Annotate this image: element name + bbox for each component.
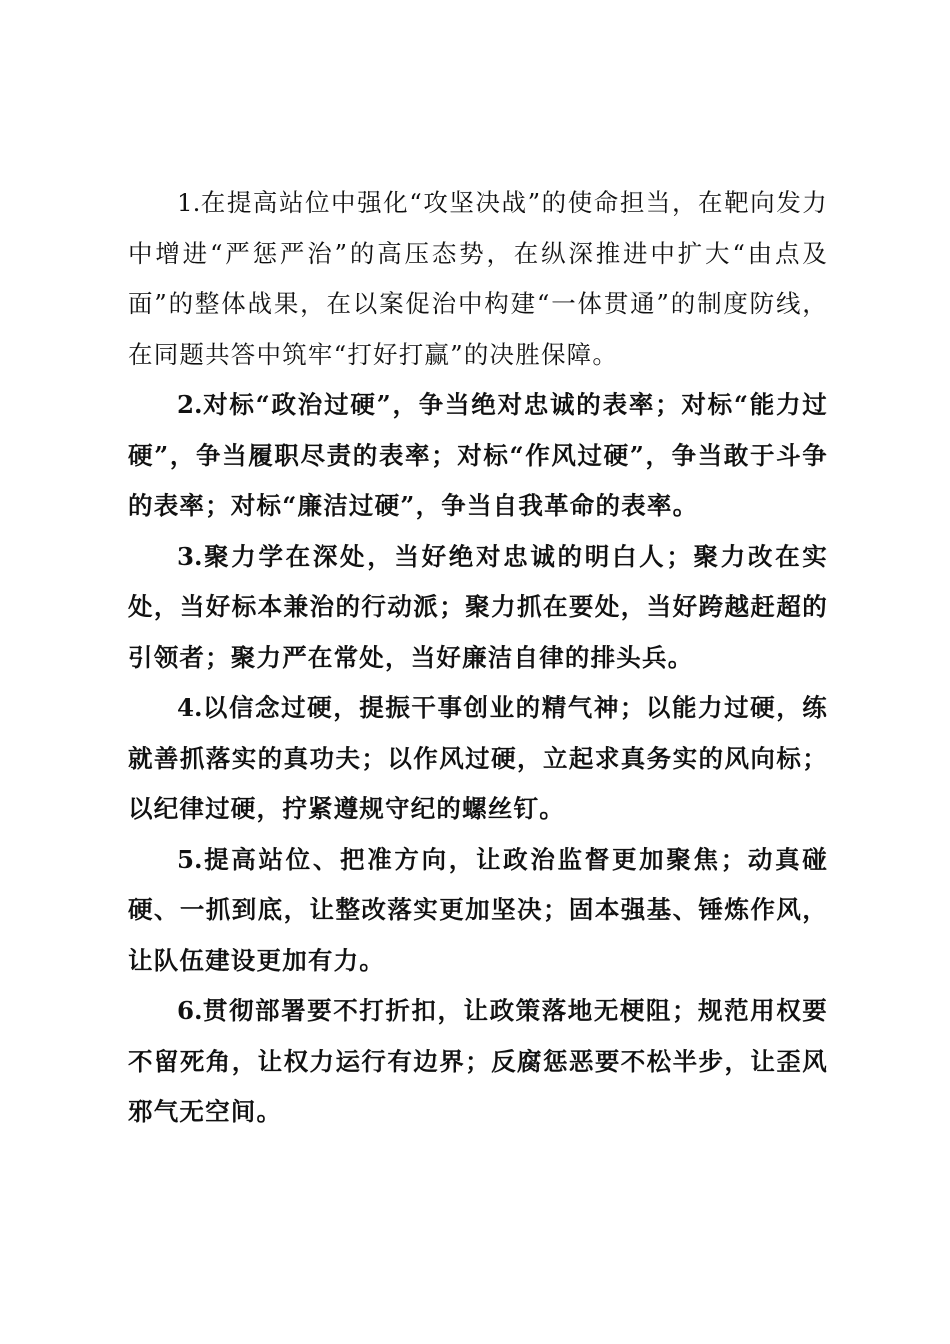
paragraph-text: 聚力学在深处，当好绝对忠诚的明白人；聚力改在实处，当好标本兼治的行动派；聚力抓在要处，当好跨越赶超的引领者；聚力严在常处，当好廉洁自律的排头兵。 <box>128 541 828 672</box>
paragraph-number: 1. <box>177 188 201 217</box>
paragraph-3 <box>128 532 828 684</box>
paragraph-6 <box>128 986 828 1138</box>
paragraph-number: 2. <box>177 390 203 419</box>
paragraph-text: 贯彻部署要不打折扣，让政策落地无梗阻；规范用权要不留死角，让权力运行有边界；反腐惩恶要不松半步，让歪风邪气无空间。 <box>128 996 828 1126</box>
paragraph-4 <box>128 683 828 835</box>
paragraph-number: 4. <box>177 693 203 722</box>
paragraph-number: 6. <box>177 996 203 1025</box>
paragraph-text: 对标“政治过硬”，争当绝对忠诚的表率；对标“能力过硬”，争当履职尽责的表率；对标“作风过硬”，争当敢于斗争的表率；对标“廉洁过硬”，争当自我革命的表率。 <box>128 390 828 520</box>
paragraph-text: 提高站位、把准方向，让政治监督更加聚焦；动真碰硬、一抓到底，让整改落实更加坚决；固本强基、锤炼作风，让队伍建设更加有力。 <box>128 844 828 975</box>
paragraph-2 <box>128 380 828 532</box>
paragraph-text: 以信念过硬，提振干事创业的精气神；以能力过硬，练就善抓落实的真功夫；以作风过硬，立起求真务实的风向标；以纪律过硬，拧紧遵规守纪的螺丝钉。 <box>128 693 828 823</box>
paragraph-text: 在提高站位中强化“攻坚决战”的使命担当，在靶向发力中增进“严惩严治”的高压态势，在纵深推进中扩大“由点及面”的整体战果，在以案促治中构建“一体贯通”的制度防线，在同题共答中筑牢“打好打赢”的决胜保障。 <box>128 188 828 369</box>
document-body <box>128 178 828 1138</box>
paragraph-number: 3. <box>177 541 203 571</box>
paragraph-number: 5. <box>177 844 203 874</box>
paragraph-5 <box>128 835 828 987</box>
paragraph-1 <box>128 178 828 380</box>
